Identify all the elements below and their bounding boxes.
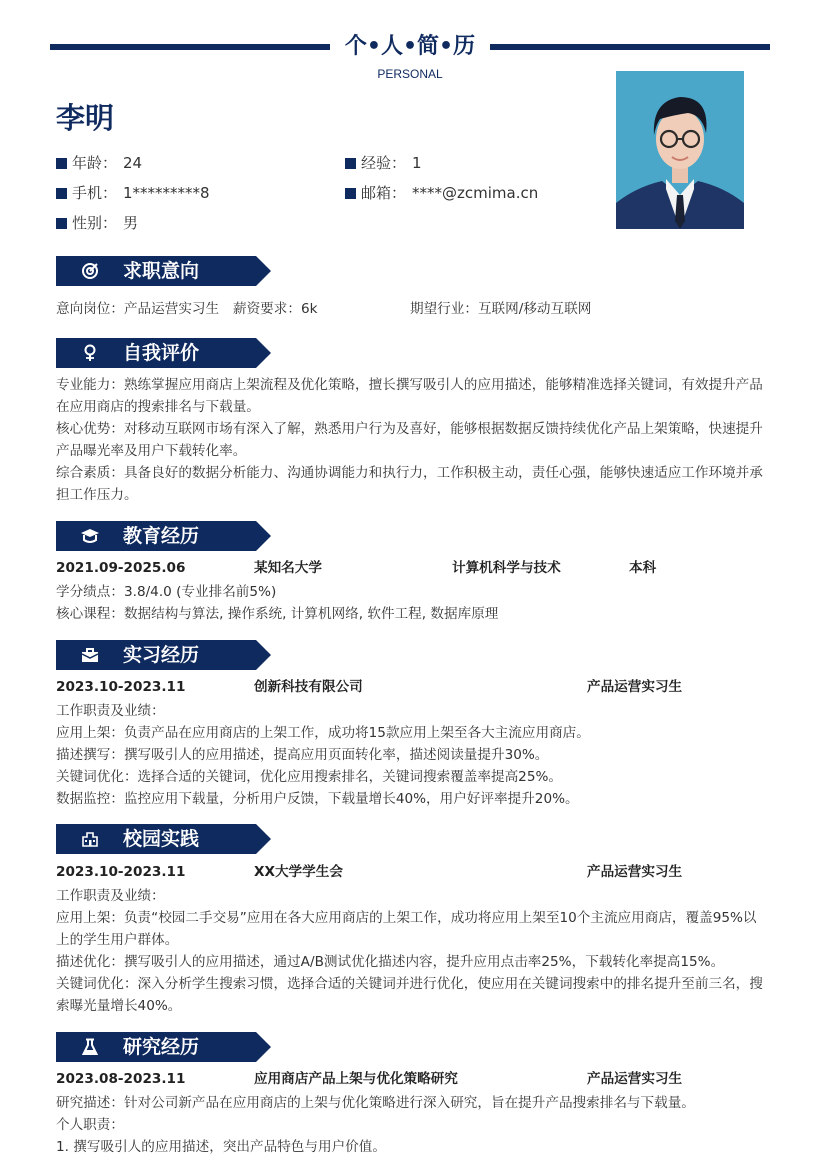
section-header-campus [56,824,271,854]
self-eval-paragraph: 核心优势：对移动互联网市场有深入了解，熟悉用户行为及喜好，能够根据数据反馈持续优化产品上架策略，快速提升产品曝光率及用户下载转化率。 [56,421,763,459]
internship-line: 应用上架：负责产品在应用商店的上架工作，成功将15款应用上架至各大主流应用商店。 [56,725,590,741]
internship-period: 2023.10-2023.11 [56,679,186,695]
page-subtitle: PERSONAL [377,67,443,81]
section-header-research [56,1032,271,1062]
section-header-intention [56,256,271,286]
campus-period: 2023.10-2023.11 [56,864,186,880]
info-label: 年龄： [72,154,118,172]
campus-line: 工作职责及业绩： [56,888,165,904]
internship-role: 产品运营实习生 [587,679,683,695]
section-title: 教育经历 [123,525,200,547]
info-label: 邮箱： [361,184,407,202]
info-label: 手机： [72,184,118,202]
education-row [56,557,768,579]
info-experience [345,153,422,173]
section-title: 求职意向 [123,260,200,282]
info-phone [56,183,210,203]
research-role: 产品运营实习生 [587,1071,683,1087]
self-eval-paragraph: 综合素质：具备良好的数据分析能力、沟通协调能力和执行力，工作积极主动，责任心强，能够快速适应工作环境并承担工作压力。 [56,465,763,503]
info-gender [56,213,138,233]
education-major: 计算机科学与技术 [452,560,561,576]
research-project: 应用商店产品上架与优化策略研究 [254,1071,458,1087]
rose-icon [80,344,100,362]
research-line: 1. 撰写吸引人的应用描述，突出产品特色与用户价值。 [56,1139,386,1155]
intention-position: 意向岗位：产品运营实习生 [56,301,220,317]
internship-row [56,676,768,698]
intention-salary: 薪资要求：6k [233,301,318,317]
bullet-square-icon [345,188,356,199]
education-courses: 核心课程：数据结构与算法, 操作系统, 计算机网络, 软件工程, 数据库原理 [56,606,499,622]
section-title: 实习经历 [123,644,200,666]
research-row [56,1068,768,1090]
info-value: 1*********8 [123,184,210,202]
flask-icon [80,1038,100,1056]
education-school: 某知名大学 [254,560,322,576]
internship-company: 创新科技有限公司 [254,679,363,695]
section-title: 自我评价 [123,342,200,364]
header-rule-right [490,44,770,50]
profile-photo [616,71,744,229]
section-header-internship [56,640,271,670]
bullet-square-icon [56,188,67,199]
campus-line: 应用上架：负责“校园二手交易”应用在各大应用商店的上架工作，成功将应用上架至10个主流应用商店，覆盖95%以上的学生用户群体。 [56,910,757,948]
info-age [56,153,142,173]
bullet-square-icon [56,218,67,229]
intention-industry: 期望行业：互联网/移动互联网 [410,301,592,317]
info-value: 男 [123,214,139,232]
research-line: 研究描述：针对公司新产品在应用商店的上架与优化策略进行深入研究，旨在提升产品搜索排名与下载量。 [56,1095,695,1111]
briefcase-icon [80,646,100,664]
graduation-cap-icon [80,527,100,545]
research-line: 个人职责： [56,1117,124,1133]
education-period: 2021.09-2025.06 [56,560,186,576]
info-value: 24 [123,154,143,172]
info-label: 性别： [72,214,118,232]
bullet-square-icon [345,158,356,169]
education-degree: 本科 [629,560,657,576]
header-rule-left [50,44,330,50]
section-title: 研究经历 [123,1036,200,1058]
info-value: 1 [412,154,422,172]
info-email [345,183,538,203]
person-avatar-icon [616,71,744,229]
section-title: 校园实践 [123,828,200,850]
page-title: 个•人•简•历 [344,34,476,59]
building-icon [80,830,100,848]
internship-line: 关键词优化：选择合适的关键词，优化应用搜索排名，关键词搜索覆盖率提高25%。 [56,769,562,785]
bullet-square-icon [56,158,67,169]
education-gpa: 学分绩点：3.8/4.0 (专业排名前5%) [56,584,277,600]
campus-row [56,861,768,883]
internship-line: 数据监控：监控应用下载量，分析用户反馈，下载量增长40%，用户好评率提升20%。 [56,791,579,807]
section-header-self-eval [56,338,271,368]
research-period: 2023.08-2023.11 [56,1071,186,1087]
campus-org: XX大学学生会 [254,864,343,880]
campus-line: 描述优化：撰写吸引人的应用描述，通过A/B测试优化描述内容，提升应用点击率25%，下载转化率提高15%。 [56,954,725,970]
internship-line: 描述撰写：撰写吸引人的应用描述，提高应用页面转化率，描述阅读量提升30%。 [56,747,549,763]
info-label: 经验： [361,154,407,172]
target-icon [80,262,100,280]
campus-role: 产品运营实习生 [587,864,683,880]
info-value: ****@zcmima.cn [412,184,539,202]
self-eval-paragraph: 专业能力：熟练掌握应用商店上架流程及优化策略，擅长撰写吸引人的应用描述，能够精准选择关键词，有效提升产品在应用商店的搜索排名与下载量。 [56,377,763,415]
campus-line: 关键词优化：深入分析学生搜索习惯，选择合适的关键词并进行优化，使应用在关键词搜索中的排名提升至前三名，搜索曝光量增长40%。 [56,976,763,1014]
candidate-name: 李明 [56,101,115,135]
internship-line: 工作职责及业绩： [56,703,165,719]
section-header-education [56,521,271,551]
